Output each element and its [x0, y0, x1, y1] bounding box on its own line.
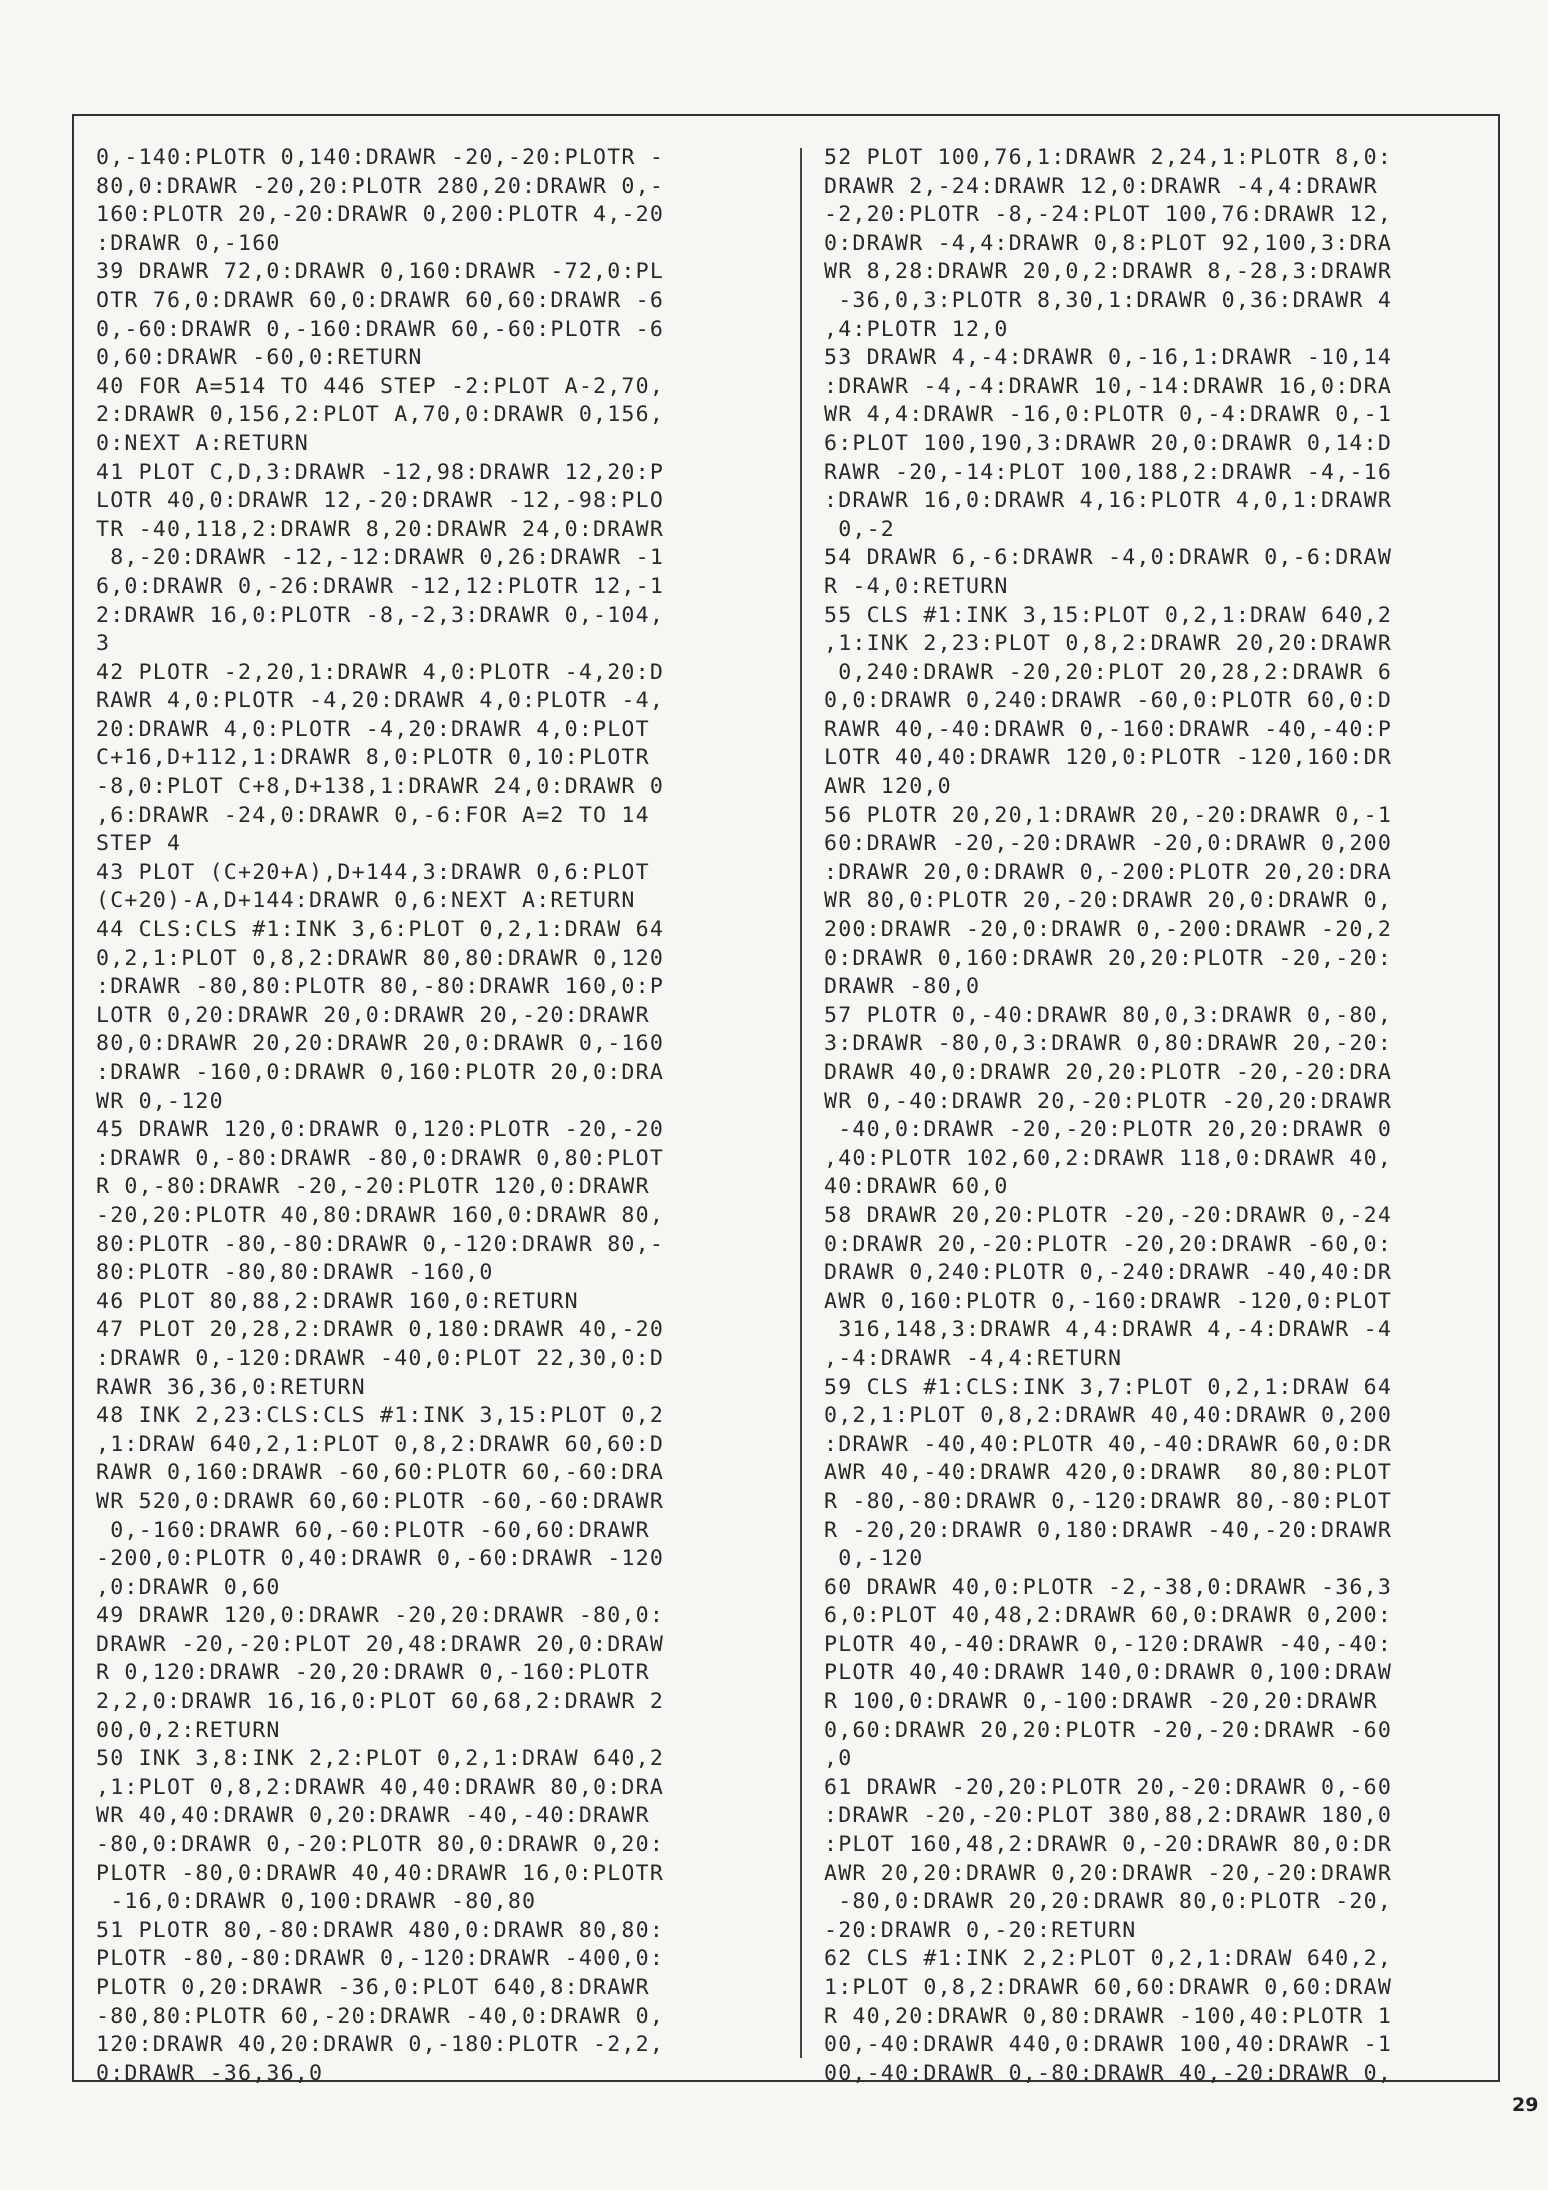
code-line: 0,60:DRAWR -60,0:RETURN: [96, 345, 423, 371]
column-divider: [800, 148, 802, 2058]
code-line: :DRAWR -160,0:DRAWR 0,160:PLOTR 20,0:DRA: [96, 1060, 665, 1085]
code-line: C+16,D+112,1:DRAWR 8,0:PLOTR 0,10:PLOTR: [96, 745, 650, 771]
code-line: 80,0:DRAWR 20,20:DRAWR 20,0:DRAWR 0,-160: [96, 1031, 665, 1057]
code-line: PLOTR 40,40:DRAWR 140,0:DRAWR 0,100:DRAW: [824, 1660, 1393, 1686]
code-line: 8,-20:DRAWR -12,-12:DRAWR 0,26:DRAWR -1: [96, 545, 665, 571]
code-line: 2:DRAWR 16,0:PLOTR -8,-2,3:DRAWR 0,-104,: [96, 602, 665, 628]
code-line: 6,0:DRAWR 0,-26:DRAWR -12,12:PLOTR 12,-1: [96, 573, 665, 599]
code-line: 45 DRAWR 120,0:DRAWR 0,120:PLOTR -20,-20: [96, 1117, 665, 1143]
code-line: 40 FOR A=514 TO 446 STEP -2:PLOT A-2,70,: [96, 373, 665, 399]
code-line: 0:DRAWR -36,36,0: [96, 2060, 324, 2086]
code-line: WR 0,-40:DRAWR 20,-20:PLOTR -20,20:DRAWR: [824, 1088, 1393, 1114]
code-line: 00,-40:DRAWR 440,0:DRAWR 100,40:DRAWR -1: [824, 2032, 1393, 2058]
code-line: :DRAWR 0,-120:DRAWR -40,0:PLOT 22,30,0:D: [96, 1345, 665, 1371]
code-line: DRAWR -80,0: [824, 974, 981, 1000]
code-line: 0,2,1:PLOT 0,8,2:DRAWR 40,40:DRAWR 0,200: [824, 1403, 1393, 1429]
code-line: -36,0,3:PLOTR 8,30,1:DRAWR 0,36:DRAWR 4: [824, 287, 1393, 313]
code-line: AWR 40,-40:DRAWR 420,0:DRAWR 80,80:PLOT: [824, 1460, 1393, 1486]
code-line: WR 520,0:DRAWR 60,60:PLOTR -60,-60:DRAWR: [96, 1488, 665, 1514]
code-line: 50 INK 3,8:INK 2,2:PLOT 0,2,1:DRAW 640,2: [96, 1746, 665, 1772]
code-line: 0:NEXT A:RETURN: [96, 430, 310, 456]
code-line: WR 4,4:DRAWR -16,0:PLOTR 0,-4:DRAWR 0,-1: [824, 402, 1393, 428]
left-code-column: [96, 144, 798, 2088]
code-line: 0,-60:DRAWR 0,-160:DRAWR 60,-60:PLOTR -6: [96, 316, 665, 342]
code-line: 0,-120: [824, 1546, 924, 1572]
code-line: ,-4:DRAWR -4,4:RETURN: [824, 1345, 1123, 1371]
code-line: WR 80,0:PLOTR 20,-20:DRAWR 20,0:DRAWR 0,: [824, 888, 1393, 914]
code-line: 51 PLOTR 80,-80:DRAWR 480,0:DRAWR 80,80:: [96, 1917, 665, 1943]
code-line: -40,0:DRAWR -20,-20:PLOTR 20,20:DRAWR 0: [824, 1117, 1393, 1143]
code-line: 54 DRAWR 6,-6:DRAWR -4,0:DRAWR 0,-6:DRAW: [824, 545, 1393, 571]
code-line: STEP 4: [96, 831, 182, 857]
code-line: -80,0:DRAWR 0,-20:PLOTR 80,0:DRAWR 0,20:: [96, 1832, 665, 1858]
right-code-column: [824, 144, 1526, 2088]
code-line: 0,-140:PLOTR 0,140:DRAWR -20,-20:PLOTR -: [96, 145, 665, 170]
code-line: -20:DRAWR 0,-20:RETURN: [824, 1917, 1137, 1943]
code-line: DRAWR 2,-24:DRAWR 12,0:DRAWR -4,4:DRAWR: [824, 173, 1378, 199]
code-line: 80:PLOTR -80,-80:DRAWR 0,-120:DRAWR 80,-: [96, 1231, 665, 1257]
code-line: ,4:PLOTR 12,0: [824, 316, 1009, 342]
code-line: 2,2,0:DRAWR 16,16,0:PLOT 60,68,2:DRAWR 2: [96, 1689, 665, 1715]
code-line: RAWR -20,-14:PLOT 100,188,2:DRAWR -4,-16: [824, 459, 1393, 485]
code-line: 00,-40:DRAWR 0,-80:DRAWR 40,-20:DRAWR 0,: [824, 2060, 1393, 2086]
code-line: 46 PLOT 80,88,2:DRAWR 160,0:RETURN: [96, 1288, 579, 1314]
code-line: -2,20:PLOTR -8,-24:PLOT 100,76:DRAWR 12,: [824, 202, 1393, 228]
code-line: 120:DRAWR 40,20:DRAWR 0,-180:PLOTR -2,2,: [96, 2032, 665, 2058]
code-line: 44 CLS:CLS #1:INK 3,6:PLOT 0,2,1:DRAW 64: [96, 917, 665, 943]
code-line: -8,0:PLOT C+8,D+138,1:DRAWR 24,0:DRAWR 0: [96, 774, 665, 800]
code-line: AWR 0,160:PLOTR 0,-160:DRAWR -120,0:PLOT: [824, 1288, 1393, 1314]
code-line: R 0,120:DRAWR -20,20:DRAWR 0,-160:PLOTR: [96, 1660, 650, 1686]
code-line: 200:DRAWR -20,0:DRAWR 0,-200:DRAWR -20,2: [824, 917, 1393, 943]
code-line: 20:DRAWR 4,0:PLOTR -4,20:DRAWR 4,0:PLOT: [96, 716, 650, 742]
code-line: ,1:INK 2,23:PLOT 0,8,2:DRAWR 20,20:DRAWR: [824, 631, 1393, 657]
code-line: ,40:PLOTR 102,60,2:DRAWR 118,0:DRAWR 40,: [824, 1145, 1393, 1171]
code-line: 0,-160:DRAWR 60,-60:PLOTR -60,60:DRAWR: [96, 1517, 650, 1543]
code-line: 6,0:PLOT 40,48,2:DRAWR 60,0:DRAWR 0,200:: [824, 1603, 1393, 1629]
code-line: 61 DRAWR -20,20:PLOTR 20,-20:DRAWR 0,-60: [824, 1774, 1393, 1800]
code-line: 41 PLOT C,D,3:DRAWR -12,98:DRAWR 12,20:P: [96, 459, 665, 485]
code-line: ,0: [824, 1746, 853, 1772]
code-line: LOTR 0,20:DRAWR 20,0:DRAWR 20,-20:DRAWR: [96, 1002, 650, 1028]
code-line: RAWR 0,160:DRAWR -60,60:PLOTR 60,-60:DRA: [96, 1460, 665, 1486]
code-line: WR 8,28:DRAWR 20,0,2:DRAWR 8,-28,3:DRAWR: [824, 259, 1393, 285]
code-line: 1:PLOT 0,8,2:DRAWR 60,60:DRAWR 0,60:DRAW: [824, 1975, 1393, 2000]
code-line: WR 40,40:DRAWR 0,20:DRAWR -40,-40:DRAWR: [96, 1803, 650, 1829]
code-line: 53 DRAWR 4,-4:DRAWR 0,-16,1:DRAWR -10,14: [824, 345, 1393, 371]
code-line: 6:PLOT 100,190,3:DRAWR 20,0:DRAWR 0,14:D: [824, 430, 1393, 456]
code-line: RAWR 40,-40:DRAWR 0,-160:DRAWR -40,-40:P: [824, 716, 1393, 742]
code-line: 0:DRAWR -4,4:DRAWR 0,8:PLOT 92,100,3:DRA: [824, 230, 1393, 256]
code-line: R -80,-80:DRAWR 0,-120:DRAWR 80,-80:PLOT: [824, 1488, 1393, 1514]
code-line: 62 CLS #1:INK 2,2:PLOT 0,2,1:DRAW 640,2,: [824, 1946, 1393, 1972]
code-line: 47 PLOT 20,28,2:DRAWR 0,180:DRAWR 40,-20: [96, 1317, 665, 1343]
code-line: -200,0:PLOTR 0,40:DRAWR 0,-60:DRAWR -120: [96, 1546, 665, 1572]
code-line: :DRAWR -4,-4:DRAWR 10,-14:DRAWR 16,0:DRA: [824, 373, 1393, 399]
code-line: 0:DRAWR 0,160:DRAWR 20,20:PLOTR -20,-20:: [824, 945, 1393, 971]
code-line: R 100,0:DRAWR 0,-100:DRAWR -20,20:DRAWR: [824, 1689, 1378, 1715]
page-number: 29: [1512, 2094, 1539, 2116]
code-line: PLOTR -80,0:DRAWR 40,40:DRAWR 16,0:PLOTR: [96, 1860, 665, 1886]
code-line: 80:PLOTR -80,80:DRAWR -160,0: [96, 1260, 494, 1286]
code-line: 59 CLS #1:CLS:INK 3,7:PLOT 0,2,1:DRAW 64: [824, 1374, 1393, 1400]
code-line: 58 DRAWR 20,20:PLOTR -20,-20:DRAWR 0,-24: [824, 1202, 1393, 1228]
code-line: -16,0:DRAWR 0,100:DRAWR -80,80: [96, 1889, 537, 1915]
code-line: OTR 76,0:DRAWR 60,0:DRAWR 60,60:DRAWR -6: [96, 287, 665, 313]
code-line: R -20,20:DRAWR 0,180:DRAWR -40,-20:DRAWR: [824, 1517, 1393, 1543]
code-line: 160:PLOTR 20,-20:DRAWR 0,200:PLOTR 4,-20: [96, 202, 665, 228]
code-line: PLOTR 40,-40:DRAWR 0,-120:DRAWR -40,-40:: [824, 1631, 1393, 1657]
code-line: R 40,20:DRAWR 0,80:DRAWR -100,40:PLOTR 1: [824, 2003, 1393, 2029]
code-line: -80,80:PLOTR 60,-20:DRAWR -40,0:DRAWR 0,: [96, 2003, 665, 2029]
code-line: 0,2,1:PLOT 0,8,2:DRAWR 80,80:DRAWR 0,120: [96, 945, 665, 971]
code-line: 56 PLOTR 20,20,1:DRAWR 20,-20:DRAWR 0,-1: [824, 802, 1393, 828]
code-line: LOTR 40,40:DRAWR 120,0:PLOTR -120,160:DR: [824, 745, 1393, 771]
code-line: PLOTR -80,-80:DRAWR 0,-120:DRAWR -400,0:: [96, 1946, 665, 1972]
code-line: :DRAWR -20,-20:PLOT 380,88,2:DRAWR 180,0: [824, 1803, 1393, 1829]
code-line: 0,60:DRAWR 20,20:PLOTR -20,-20:DRAWR -60: [824, 1717, 1393, 1743]
code-line: (C+20)-A,D+144:DRAWR 0,6:NEXT A:RETURN: [96, 888, 636, 914]
code-line: 60 DRAWR 40,0:PLOTR -2,-38,0:DRAWR -36,3: [824, 1574, 1393, 1600]
code-line: LOTR 40,0:DRAWR 12,-20:DRAWR -12,-98:PLO: [96, 488, 665, 514]
code-line: 39 DRAWR 72,0:DRAWR 0,160:DRAWR -72,0:PL: [96, 259, 665, 285]
code-line: RAWR 4,0:PLOTR -4,20:DRAWR 4,0:PLOTR -4,: [96, 688, 665, 714]
code-line: TR -40,118,2:DRAWR 8,20:DRAWR 24,0:DRAWR: [96, 516, 665, 542]
code-line: 60:DRAWR -20,-20:DRAWR -20,0:DRAWR 0,200: [824, 831, 1393, 857]
code-line: DRAWR -20,-20:PLOT 20,48:DRAWR 20,0:DRAW: [96, 1631, 665, 1657]
code-line: :DRAWR 16,0:DRAWR 4,16:PLOTR 4,0,1:DRAWR: [824, 488, 1393, 514]
code-line: 00,0,2:RETURN: [96, 1717, 281, 1743]
code-line: 3:DRAWR -80,0,3:DRAWR 0,80:DRAWR 20,-20:: [824, 1031, 1393, 1057]
code-line: AWR 20,20:DRAWR 0,20:DRAWR -20,-20:DRAWR: [824, 1860, 1393, 1886]
code-line: :DRAWR 0,-160: [96, 230, 281, 256]
code-line: WR 0,-120: [96, 1088, 224, 1114]
code-line: :PLOT 160,48,2:DRAWR 0,-20:DRAWR 80,0:DR: [824, 1832, 1393, 1858]
code-line: 2:DRAWR 0,156,2:PLOT A,70,0:DRAWR 0,156,: [96, 402, 665, 428]
code-line: DRAWR 0,240:PLOTR 0,-240:DRAWR -40,40:DR: [824, 1260, 1393, 1286]
code-line: 57 PLOTR 0,-40:DRAWR 80,0,3:DRAWR 0,-80,: [824, 1002, 1393, 1028]
code-line: DRAWR 40,0:DRAWR 20,20:PLOTR -20,-20:DRA: [824, 1060, 1393, 1085]
code-line: AWR 120,0: [824, 774, 952, 800]
code-line: ,1:PLOT 0,8,2:DRAWR 40,40:DRAWR 80,0:DRA: [96, 1774, 665, 1800]
code-line: 0,0:DRAWR 0,240:DRAWR -60,0:PLOTR 60,0:D: [824, 688, 1393, 714]
code-line: -20,20:PLOTR 40,80:DRAWR 160,0:DRAWR 80,: [96, 1202, 665, 1228]
code-line: :DRAWR 20,0:DRAWR 0,-200:PLOTR 20,20:DRA: [824, 859, 1393, 885]
code-line: -80,0:DRAWR 20,20:DRAWR 80,0:PLOTR -20,: [824, 1889, 1393, 1915]
code-line: 42 PLOTR -2,20,1:DRAWR 4,0:PLOTR -4,20:D: [96, 659, 665, 685]
code-line: :DRAWR -40,40:PLOTR 40,-40:DRAWR 60,0:DR: [824, 1431, 1393, 1457]
code-line: ,0:DRAWR 0,60: [96, 1574, 281, 1600]
code-line: 316,148,3:DRAWR 4,4:DRAWR 4,-4:DRAWR -4: [824, 1317, 1393, 1343]
code-line: 52 PLOT 100,76,1:DRAWR 2,24,1:PLOTR 8,0:: [824, 145, 1393, 170]
code-line: PLOTR 0,20:DRAWR -36,0:PLOT 640,8:DRAWR: [96, 1975, 650, 2000]
code-line: :DRAWR 0,-80:DRAWR -80,0:DRAWR 0,80:PLOT: [96, 1145, 665, 1171]
code-line: 0,240:DRAWR -20,20:PLOT 20,28,2:DRAWR 6: [824, 659, 1393, 685]
code-line: 48 INK 2,23:CLS:CLS #1:INK 3,15:PLOT 0,2: [96, 1403, 665, 1429]
code-line: R 0,-80:DRAWR -20,-20:PLOTR 120,0:DRAWR: [96, 1174, 650, 1200]
code-line: 40:DRAWR 60,0: [824, 1174, 1009, 1200]
code-line: RAWR 36,36,0:RETURN: [96, 1374, 366, 1400]
code-line: R -4,0:RETURN: [824, 573, 1009, 599]
code-line: 0:DRAWR 20,-20:PLOTR -20,20:DRAWR -60,0:: [824, 1231, 1393, 1257]
code-line: 3: [96, 631, 111, 657]
code-line: 49 DRAWR 120,0:DRAWR -20,20:DRAWR -80,0:: [96, 1603, 665, 1629]
code-line: ,6:DRAWR -24,0:DRAWR 0,-6:FOR A=2 TO 14: [96, 802, 650, 828]
code-line: :DRAWR -80,80:PLOTR 80,-80:DRAWR 160,0:P: [96, 974, 665, 1000]
code-line: 80,0:DRAWR -20,20:PLOTR 280,20:DRAWR 0,-: [96, 173, 665, 199]
code-line: 0,-2: [824, 516, 896, 542]
code-line: 43 PLOT (C+20+A),D+144,3:DRAWR 0,6:PLOT: [96, 859, 650, 885]
code-line: 55 CLS #1:INK 3,15:PLOT 0,2,1:DRAW 640,2: [824, 602, 1393, 628]
code-line: ,1:DRAW 640,2,1:PLOT 0,8,2:DRAWR 60,60:D: [96, 1431, 665, 1457]
